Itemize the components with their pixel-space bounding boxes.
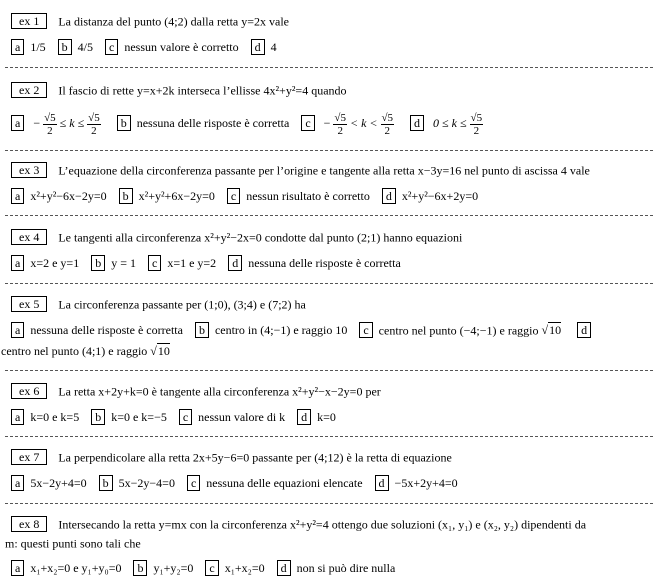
separator	[5, 370, 653, 371]
options-line-2	[11, 104, 654, 141]
option-text: −5x+2y+4=0	[394, 476, 458, 491]
option-letter[interactable]: c	[105, 39, 118, 55]
option-letter[interactable]: a	[11, 188, 24, 204]
question-text-4: Le tangenti alla circonferenza x²+y²−2x=0 condotte dal punto (2;1) hanno equazioni	[58, 230, 463, 245]
option-letter[interactable]: a	[11, 39, 24, 55]
sqrt-symbol: √10	[541, 323, 562, 338]
question-line-1	[11, 12, 654, 29]
option-letter[interactable]: a	[11, 255, 24, 271]
option-letter[interactable]: a	[11, 322, 24, 338]
exercise-label-7: ex 7	[11, 449, 47, 465]
option-letter[interactable]: b	[119, 188, 133, 204]
question-line-4	[11, 228, 654, 245]
option-letter[interactable]: c	[301, 115, 314, 131]
options-line-1	[11, 38, 654, 55]
options-line-5	[11, 321, 654, 338]
question-text-2: Il fascio di rette y=x+2k interseca l’ellisse 4x²+y²=4 quando	[58, 83, 347, 98]
option-text: − $\frac{√5}{2}$ < k < $\frac{√5}{2}$	[323, 112, 394, 137]
option-text: x=1 e y=2	[167, 256, 217, 271]
option-letter[interactable]: d	[251, 39, 265, 55]
option-text: y₁+y₂=0	[153, 561, 194, 576]
option-letter[interactable]: a	[11, 475, 24, 491]
exercise-label-2: ex 2	[11, 82, 47, 98]
question-line-7	[11, 448, 654, 465]
option-letter[interactable]: d	[577, 322, 591, 338]
options-line-7	[11, 474, 654, 491]
question-text-1: La distanza del punto (4;2) dalla retta y=2x vale	[58, 14, 290, 29]
option-letter[interactable]: b	[99, 475, 113, 491]
question-text-7: La perpendicolare alla retta 2x+5y−6=0 passante per (4;12) è la retta di equazione	[58, 450, 452, 465]
separator	[5, 503, 653, 504]
sqrt-symbol: √10	[150, 344, 170, 359]
separator	[5, 215, 653, 216]
option-letter[interactable]: c	[148, 255, 161, 271]
option-letter[interactable]: d	[375, 475, 389, 491]
option-letter[interactable]: d	[382, 188, 396, 204]
separator	[5, 150, 653, 151]
option-letter[interactable]: b	[58, 39, 72, 55]
question-line-3	[11, 161, 654, 178]
option-text: nessuna delle risposte è corretta	[136, 116, 290, 131]
option-text: x₁+x₂=0	[224, 561, 265, 576]
option-text: nessuna delle equazioni elencate	[206, 476, 363, 491]
question-line-5	[11, 295, 654, 312]
option-text: 0 ≤ k ≤ $\frac{√5}{2}$	[433, 112, 483, 137]
option-text: centro nel punto (4;1) e raggio	[1, 344, 148, 359]
option-text: x₁+x₂=0 e y₁+y₀=0	[30, 561, 122, 576]
exercise-label-4: ex 4	[11, 229, 47, 245]
option-text: nessun risultato è corretto	[246, 189, 370, 204]
separator	[5, 67, 653, 68]
question-text-5: La circonferenza passante per (1;0), (3;4) e (7;2) ha	[58, 297, 306, 312]
option-letter[interactable]: a	[11, 560, 24, 576]
option-text: 4/5	[77, 40, 94, 55]
option-text: y = 1	[111, 256, 136, 271]
question-text-8b: m: questi punti sono tali che	[5, 536, 141, 551]
option-letter[interactable]: c	[359, 322, 372, 338]
option-letter[interactable]: d	[410, 115, 424, 131]
option-letter[interactable]: b	[117, 115, 131, 131]
options-line-4	[11, 254, 654, 271]
option-letter[interactable]: b	[91, 255, 105, 271]
options-line-8	[11, 559, 654, 576]
options-line-5b	[1, 342, 654, 359]
option-letter[interactable]: b	[91, 409, 105, 425]
question-text-6: La retta x+2y+k=0 è tangente alla circonferenza x²+y²−x−2y=0 per	[58, 384, 381, 399]
option-text: 1/5	[30, 40, 46, 55]
option-text: k=0 e k=−5	[111, 410, 167, 425]
question-line-8	[11, 515, 654, 532]
question-line-2	[11, 81, 654, 98]
option-letter[interactable]: c	[205, 560, 218, 576]
option-text: centro in (4;−1) e raggio 10	[214, 323, 348, 338]
option-text: 4	[270, 40, 277, 55]
option-letter[interactable]: d	[297, 409, 311, 425]
option-text: x²+y²−6x+2y=0	[401, 189, 479, 204]
exercise-label-1: ex 1	[11, 13, 47, 29]
option-text: k=0	[317, 410, 336, 425]
option-text: x=2 e y=1	[30, 256, 80, 271]
option-text: 5x−2y−4=0	[118, 476, 175, 491]
option-text: − $\frac{√5}{2}$ ≤ k ≤ $\frac{√5}{2}$	[33, 112, 100, 137]
option-letter[interactable]: b	[195, 322, 209, 338]
question-line-8b	[5, 534, 654, 551]
question-text-3: L’equazione della circonferenza passante per l’origine e tangente alla retta x−3y=16 nel punto di ascissa 4 vale	[58, 163, 590, 178]
option-text: k=0 e k=5	[30, 410, 80, 425]
option-letter[interactable]: d	[277, 560, 291, 576]
option-text: centro nel punto (−4;−1) e raggio	[378, 323, 539, 338]
option-letter[interactable]: a	[11, 409, 24, 425]
option-letter[interactable]: a	[11, 115, 24, 131]
exercise-label-3: ex 3	[11, 162, 47, 178]
option-letter[interactable]: c	[227, 188, 240, 204]
option-text: nessun valore di k	[198, 410, 286, 425]
option-text: nessun valore è corretto	[124, 40, 239, 55]
separator	[5, 436, 653, 437]
option-text: 5x−2y+4=0	[30, 476, 87, 491]
option-letter[interactable]: c	[179, 409, 192, 425]
options-line-6	[11, 408, 654, 425]
exercise-label-5: ex 5	[11, 296, 47, 312]
separator	[5, 283, 653, 284]
option-letter[interactable]: d	[228, 255, 242, 271]
option-text: non si può dire nulla	[296, 561, 396, 576]
exercise-label-8: ex 8	[11, 516, 47, 532]
option-text: x²+y²−6x−2y=0	[30, 189, 107, 204]
exercise-label-6: ex 6	[11, 383, 47, 399]
question-line-6	[11, 382, 654, 399]
options-line-3	[11, 187, 654, 204]
option-text: nessuna delle risposte è corretta	[30, 323, 183, 338]
option-letter[interactable]: b	[133, 560, 147, 576]
option-text: x²+y²+6x−2y=0	[138, 189, 215, 204]
question-text-8: Intersecando la retta y=mx con la circonferenza x²+y²=4 ottengo due soluzioni (x₁, y₁) e (x₂, y₂) dipendenti da	[58, 517, 587, 532]
option-text: nessuna delle risposte è corretta	[248, 256, 401, 271]
option-letter[interactable]: c	[187, 475, 200, 491]
